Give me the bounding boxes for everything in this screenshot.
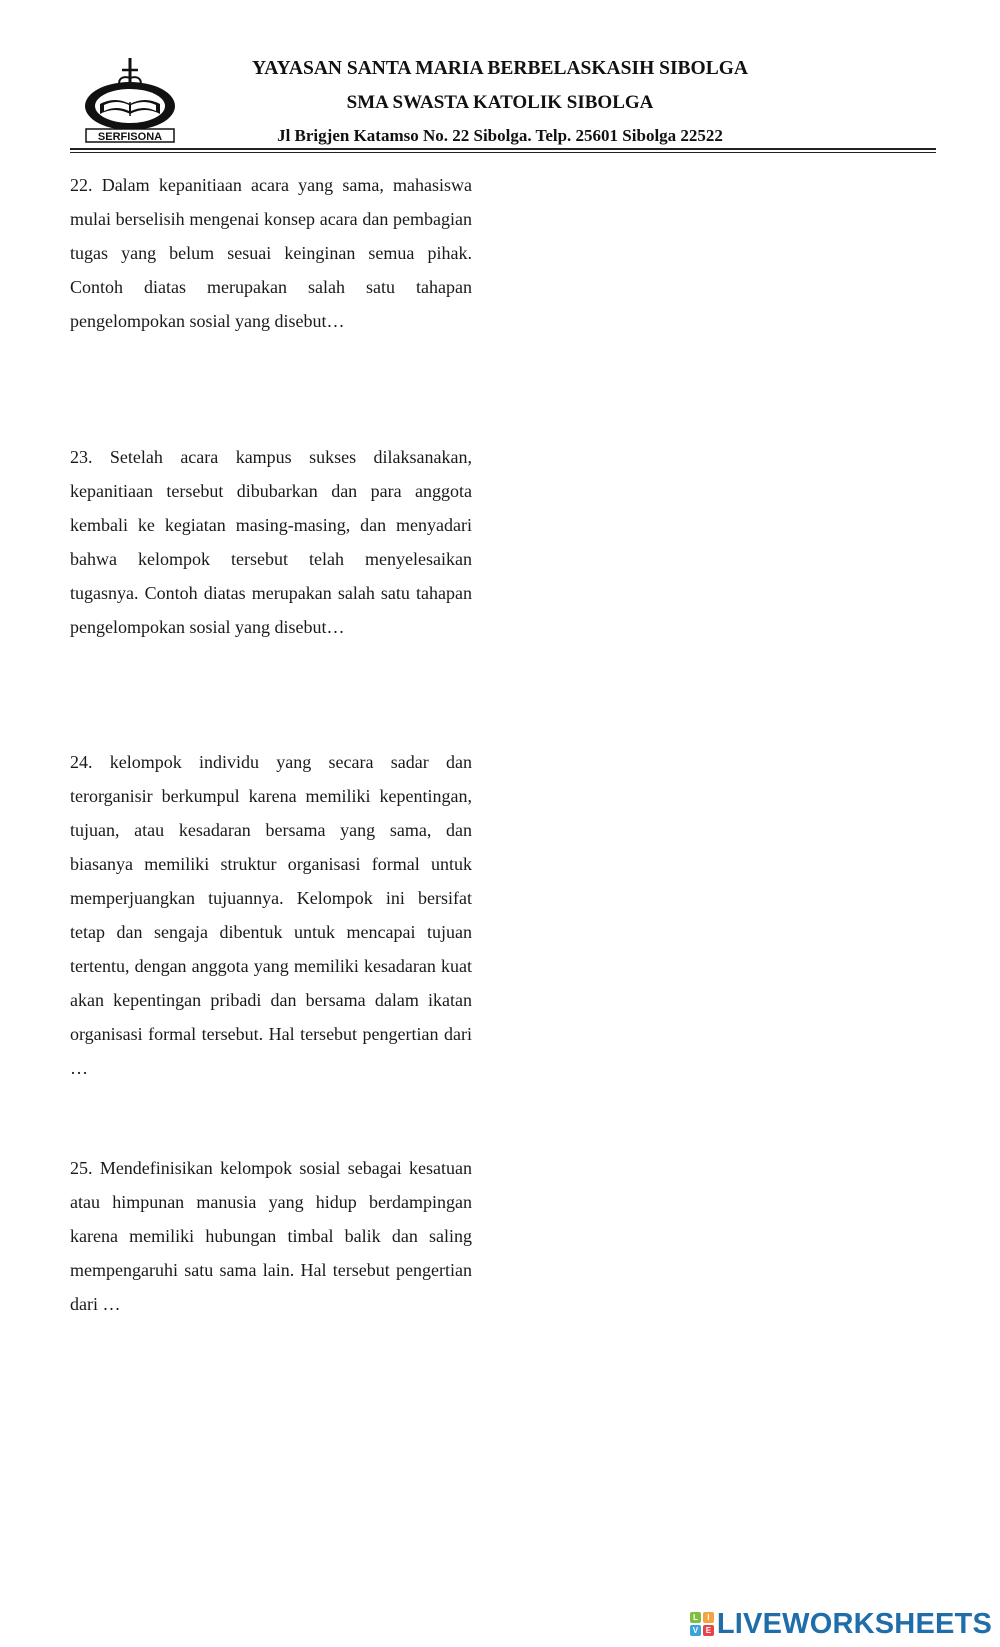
school-name: SMA SWASTA KATOLIK SIBOLGA	[346, 92, 654, 113]
document-header	[0, 0, 1000, 160]
logo-text: SERFISONA	[97, 131, 163, 143]
liveworksheets-wordmark: LIVEWORKSHEETS	[716, 1607, 992, 1640]
header-divider-thin	[70, 152, 936, 153]
liveworksheets-blocks-icon: L I V E	[690, 1612, 714, 1636]
foundation-name: YAYASAN SANTA MARIA BERBELASKASIH SIBOLGA	[252, 58, 748, 79]
question-23: 23. Setelah acara kampus sukses dilaksanakan, kepanitiaan tersebut dibubarkan dan para anggota kembali ke kegiatan masing-masing, dan menyadari bahwa kelompok tersebut telah menyelesaikan tugasnya. Contoh diatas merupakan salah satu tahapan pengelompokan sosial yang disebut…	[70, 447, 472, 637]
header-divider	[70, 148, 936, 150]
question-24: 24. kelompok individu yang secara sadar dan terorganisir berkumpul karena memiliki kepentingan, tujuan, atau kesadaran bersama yang sama, dan biasanya memiliki struktur organisasi formal untuk memperjuangkan tujuannya. Kelompok ini bersifat tetap dan sengaja dibentuk untuk mencapai tujuan tertentu, dengan anggota yang memiliki kesadaran kuat akan kepentingan pribadi dan bersama dalam ikatan organisasi formal tersebut. Hal tersebut pengertian dari …	[70, 752, 472, 1078]
liveworksheets-logo	[690, 1607, 992, 1641]
question-22: 22. Dalam kepanitiaan acara yang sama, mahasiswa mulai berselisih mengenai konsep acara dan pembagian tugas yang belum sesuai keinginan semua pihak. Contoh diatas merupakan salah satu tahapan pengelompokan sosial yang disebut…	[70, 175, 472, 331]
school-address: Jl Brigjen Katamso No. 22 Sibolga. Telp. 25601 Sibolga 22522	[277, 126, 723, 145]
question-25: 25. Mendefinisikan kelompok sosial sebagai kesatuan atau himpunan manusia yang hidup berdampingan karena memiliki hubungan timbal balik dan saling mempengaruhi satu sama lain. Hal tersebut pengertian dari …	[70, 1158, 472, 1314]
